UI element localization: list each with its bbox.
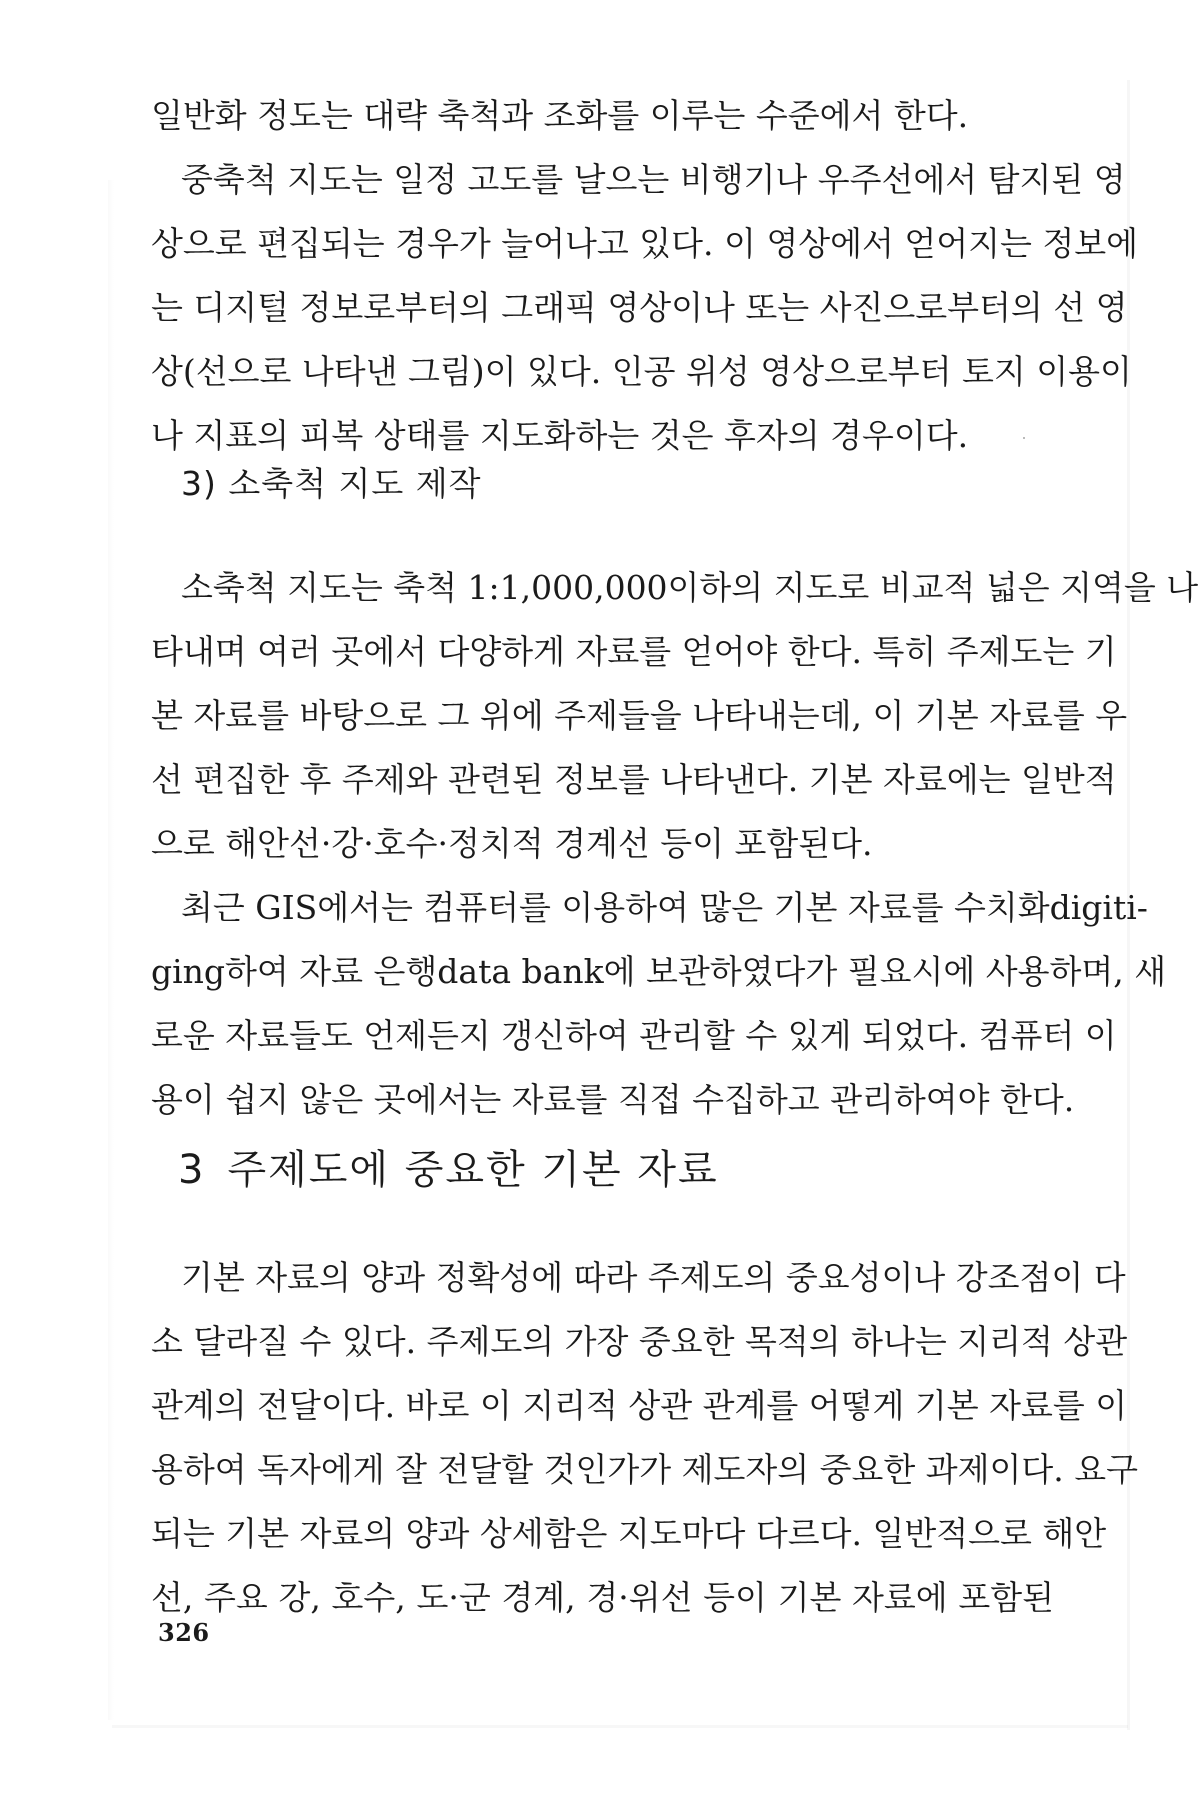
text-line: 나 지표의 피복 상태를 지도화하는 것은 후자의 경우이다. — [151, 416, 969, 455]
paragraph-medium-scale — [151, 148, 1138, 468]
text-line: 으로 해안선·강·호수·정치적 경계선 등이 포함된다. — [151, 824, 873, 863]
paragraph-base-data — [151, 1246, 1138, 1630]
text-line: 선, 주요 강, 호수, 도·군 경계, 경·위선 등이 기본 자료에 포함된 — [151, 1578, 1054, 1617]
scan-speck — [1023, 437, 1025, 439]
text-line: 타내며 여러 곳에서 다양하게 자료를 얻어야 한다. 특히 주제도는 기 — [151, 632, 1117, 671]
text-line: 는 디지털 정보로부터의 그래픽 영상이나 또는 사진으로부터의 선 영 — [151, 288, 1128, 327]
text-line: 기본 자료의 양과 정확성에 따라 주제도의 중요성이나 강조점이 다 — [181, 1258, 1126, 1297]
section-heading: 3) 소축척 지도 제작 — [181, 464, 482, 503]
chapter-title: 주제도에 중요한 기본 자료 — [227, 1147, 719, 1193]
text-line: 되는 기본 자료의 양과 상세함은 지도마다 다르다. 일반적으로 해안 — [151, 1514, 1107, 1553]
text-line: ging하여 자료 은행data bank에 보관하였다가 필요시에 사용하며, 새 — [151, 952, 1167, 991]
text-line: 중축척 지도는 일정 고도를 날으는 비행기나 우주선에서 탐지된 영 — [181, 160, 1126, 199]
text-line: 최근 GIS에서는 컴퓨터를 이용하여 많은 기본 자료를 수치화digiti- — [181, 888, 1148, 927]
text-line: 소 달라질 수 있다. 주제도의 가장 중요한 목적의 하나는 지리적 상관 — [151, 1322, 1128, 1361]
text-line: 소축척 지도는 축척 1:1,000,000이하의 지도로 비교적 넓은 지역을 나 — [181, 568, 1199, 607]
text-line: 선 편집한 후 주제와 관련된 정보를 나타낸다. 기본 자료에는 일반적 — [151, 760, 1117, 799]
text-line: 로운 자료들도 언제든지 갱신하여 관리할 수 있게 되었다. 컴퓨터 이 — [151, 1016, 1117, 1055]
text-line: 용이 쉽지 않은 곳에서는 자료를 직접 수집하고 관리하여야 한다. — [151, 1080, 1075, 1119]
chapter-number: 3 — [178, 1147, 206, 1193]
text-line: 본 자료를 바탕으로 그 위에 주제들을 나타내는데, 이 기본 자료를 우 — [151, 696, 1128, 735]
text-line: 용하여 독자에게 잘 전달할 것인가가 제도자의 중요한 과제이다. 요구 — [151, 1450, 1138, 1489]
text-line: 관계의 전달이다. 바로 이 지리적 상관 관계를 어떻게 기본 자료를 이 — [151, 1386, 1128, 1425]
paragraph-gis — [151, 876, 1167, 1132]
paragraph-continuation — [151, 84, 1054, 148]
paragraph-small-scale — [151, 556, 1199, 876]
chapter-heading — [178, 1138, 719, 1195]
text-line: 일반화 정도는 대략 축척과 조화를 이루는 수준에서 한다. — [151, 96, 969, 135]
text-line: 상으로 편집되는 경우가 늘어나고 있다. 이 영상에서 얻어지는 정보에 — [151, 224, 1138, 263]
text-line: 상(선으로 나타낸 그림)이 있다. 인공 위성 영상으로부터 토지 이용이 — [151, 352, 1132, 391]
scan-shadow-left — [108, 180, 114, 1720]
page-number: 326 — [158, 1618, 210, 1647]
scan-shadow-bottom — [112, 1725, 1128, 1728]
